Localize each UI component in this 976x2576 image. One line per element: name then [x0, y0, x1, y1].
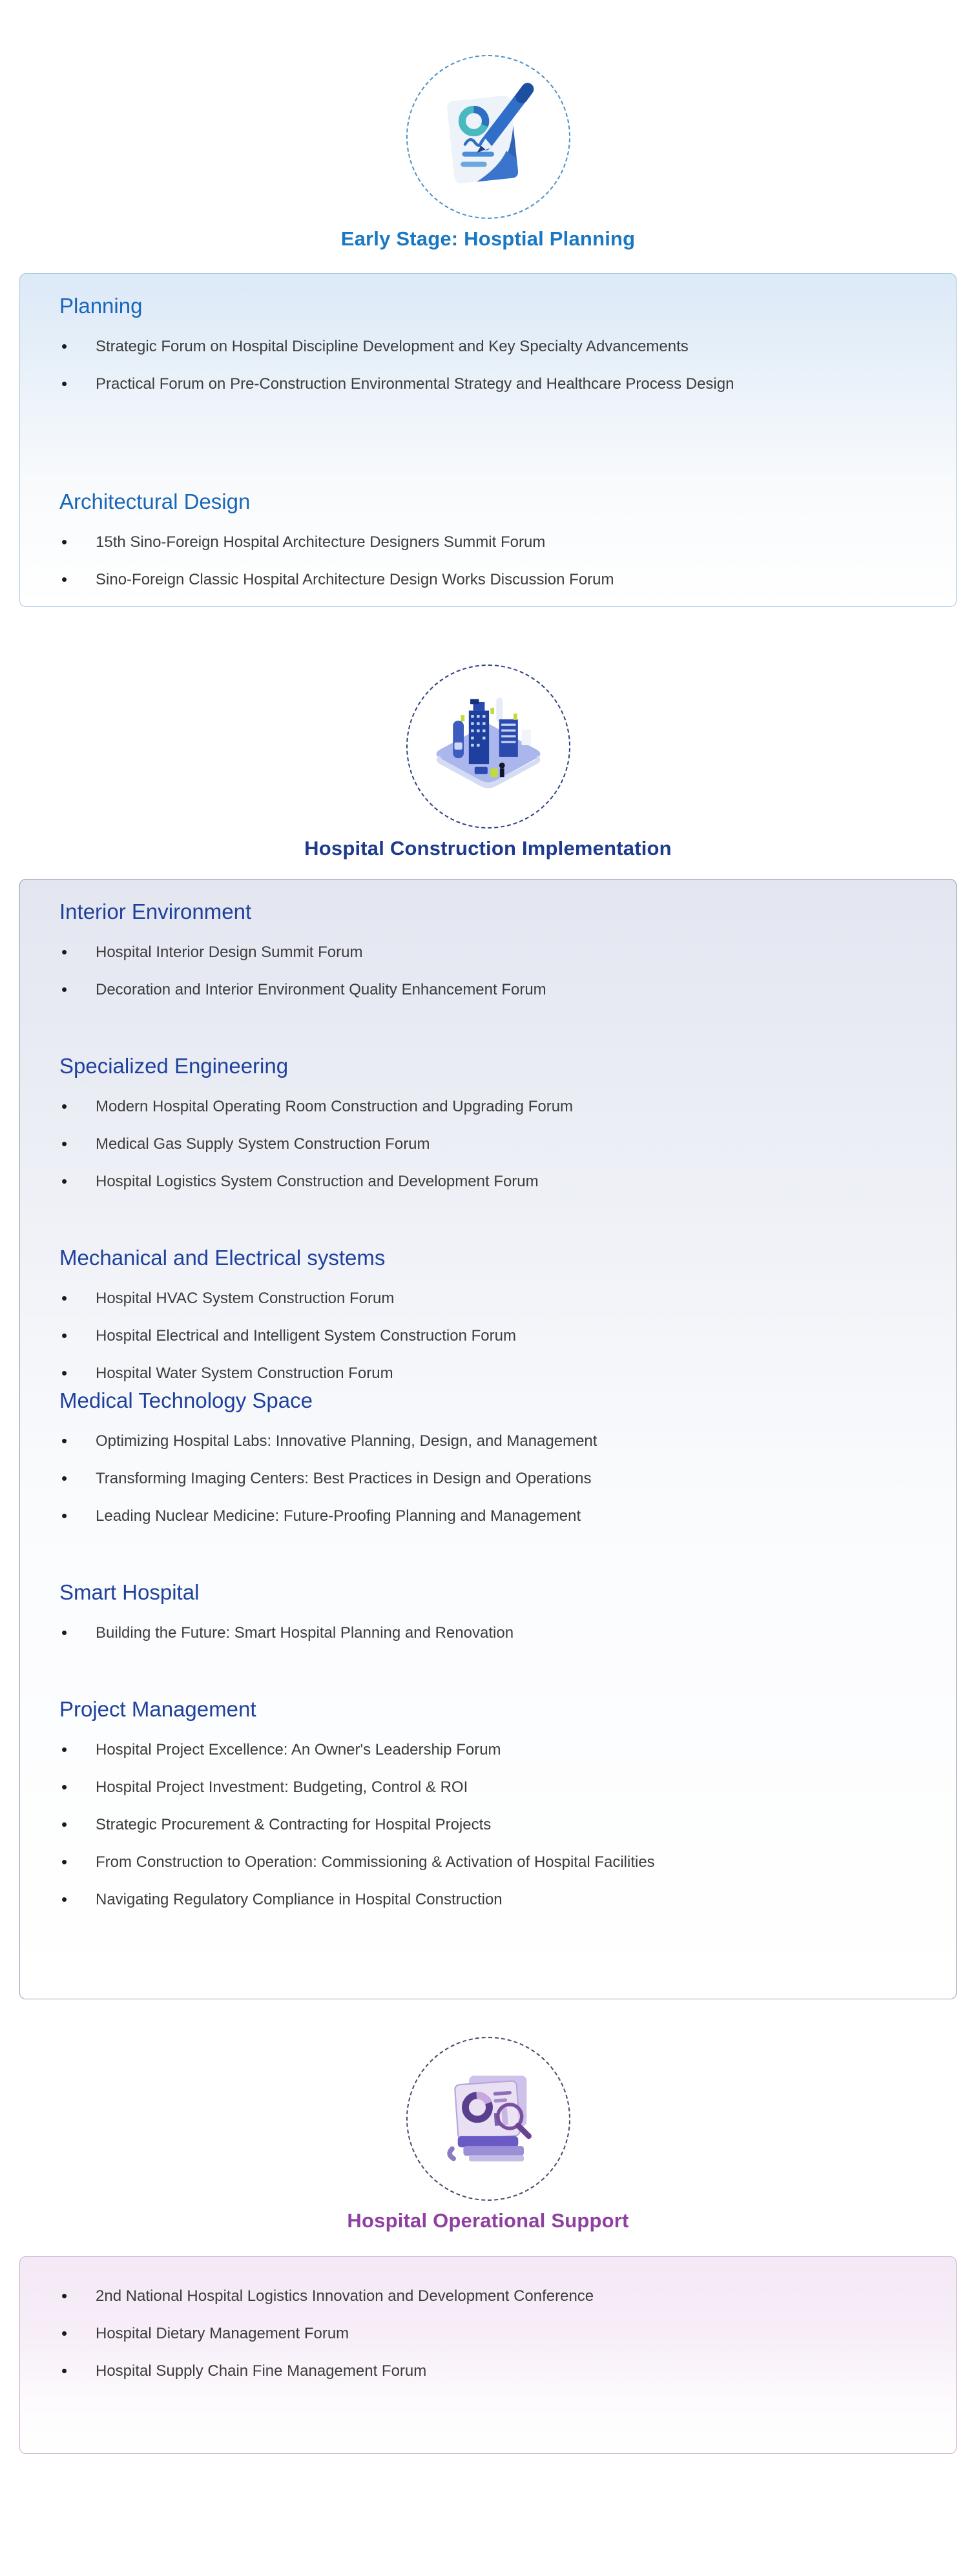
early-stage-icon-ring	[406, 55, 570, 219]
list-item: • Hospital Supply Chain Fine Management Forum	[56, 2362, 920, 2381]
group-smart-hospital	[56, 1580, 920, 1643]
early-stage-card	[19, 273, 957, 607]
list-item: • Medical Gas Supply System Construction Forum	[56, 1135, 920, 1154]
group-heading: Planning	[59, 294, 143, 318]
group-project-management	[56, 1696, 920, 1910]
bullet-list	[56, 337, 920, 394]
bullet-list	[56, 943, 920, 1000]
bullet-list	[56, 2287, 920, 2381]
operational-card	[19, 2256, 957, 2454]
list-item: • Hospital Interior Design Summit Forum	[56, 943, 920, 962]
construction-icon-ring	[406, 665, 570, 829]
list-item: • Transforming Imaging Centers: Best Practices in Design and Operations	[56, 1469, 920, 1489]
list-item: • 2nd National Hospital Logistics Innovation and Development Conference	[56, 2287, 920, 2306]
group-operational-support	[56, 2287, 920, 2381]
bullet-list	[56, 1097, 920, 1191]
list-item: • Optimizing Hospital Labs: Innovative Planning, Design, and Management	[56, 1432, 920, 1451]
group-heading: Interior Environment	[59, 900, 252, 923]
bullet-list	[56, 1623, 920, 1643]
group-specialized-engineering	[56, 1053, 920, 1191]
group-heading: Project Management	[59, 1697, 256, 1721]
bullet-list	[56, 1432, 920, 1526]
group-medical-technology-space	[56, 1388, 920, 1526]
group-architectural-design	[56, 489, 920, 590]
list-item: • Practical Forum on Pre-Construction Environmental Strategy and Healthcare Process Design	[56, 375, 920, 394]
list-item: • Hospital Project Excellence: An Owner's Leadership Forum	[56, 1740, 920, 1760]
list-item: • Hospital Project Investment: Budgeting, Control & ROI	[56, 1778, 920, 1797]
group-interior-environment	[56, 899, 920, 1000]
group-heading: Smart Hospital	[59, 1580, 200, 1604]
section-title-early-stage: Early Stage: Hosptial Planning	[340, 227, 636, 250]
list-item: • Building the Future: Smart Hospital Planning and Renovation	[56, 1623, 920, 1643]
list-item: • Strategic Procurement & Contracting for Hospital Projects	[56, 1815, 920, 1835]
list-item: • Hospital Electrical and Intelligent System Construction Forum	[56, 1326, 920, 1346]
list-item: • Hospital Dietary Management Forum	[56, 2324, 920, 2344]
operational-icon-ring	[406, 2037, 570, 2201]
group-mechanical-electrical	[56, 1245, 920, 1383]
list-item: • Decoration and Interior Environment Quality Enhancement Forum	[56, 980, 920, 1000]
bullet-list	[56, 1740, 920, 1910]
list-item: • Strategic Forum on Hospital Discipline Development and Key Specialty Advancements	[56, 337, 920, 356]
section-title-operational: Hospital Operational Support	[347, 2209, 629, 2232]
group-heading: Specialized Engineering	[59, 1054, 289, 1078]
list-item: • Hospital Water System Construction Forum	[56, 1364, 920, 1383]
list-item: • Modern Hospital Operating Room Construction and Upgrading Forum	[56, 1097, 920, 1117]
document-pen-icon	[430, 77, 546, 197]
group-heading: Medical Technology Space	[59, 1388, 313, 1412]
list-item: • Sino-Foreign Classic Hospital Architecture Design Works Discussion Forum	[56, 570, 920, 590]
list-item: • Hospital Logistics System Construction and Development Forum	[56, 1172, 920, 1191]
list-item: • Hospital HVAC System Construction Forum	[56, 1289, 920, 1308]
group-heading: Architectural Design	[59, 489, 251, 513]
city-buildings-icon	[427, 688, 550, 805]
list-item: • From Construction to Operation: Commissioning & Activation of Hospital Facilities	[56, 1853, 920, 1872]
list-item: • 15th Sino-Foreign Hospital Architecture Designers Summit Forum	[56, 533, 920, 552]
bullet-list	[56, 1289, 920, 1383]
group-heading: Mechanical and Electrical systems	[59, 1246, 386, 1270]
section-title-construction: Hospital Construction Implementation	[304, 837, 672, 860]
list-item: • Leading Nuclear Medicine: Future-Proofing Planning and Management	[56, 1507, 920, 1526]
construction-card	[19, 879, 957, 1999]
analytics-monitor-icon	[428, 2063, 548, 2176]
list-item: • Navigating Regulatory Compliance in Hospital Construction	[56, 1890, 920, 1910]
group-planning	[56, 293, 920, 394]
bullet-list	[56, 533, 920, 590]
